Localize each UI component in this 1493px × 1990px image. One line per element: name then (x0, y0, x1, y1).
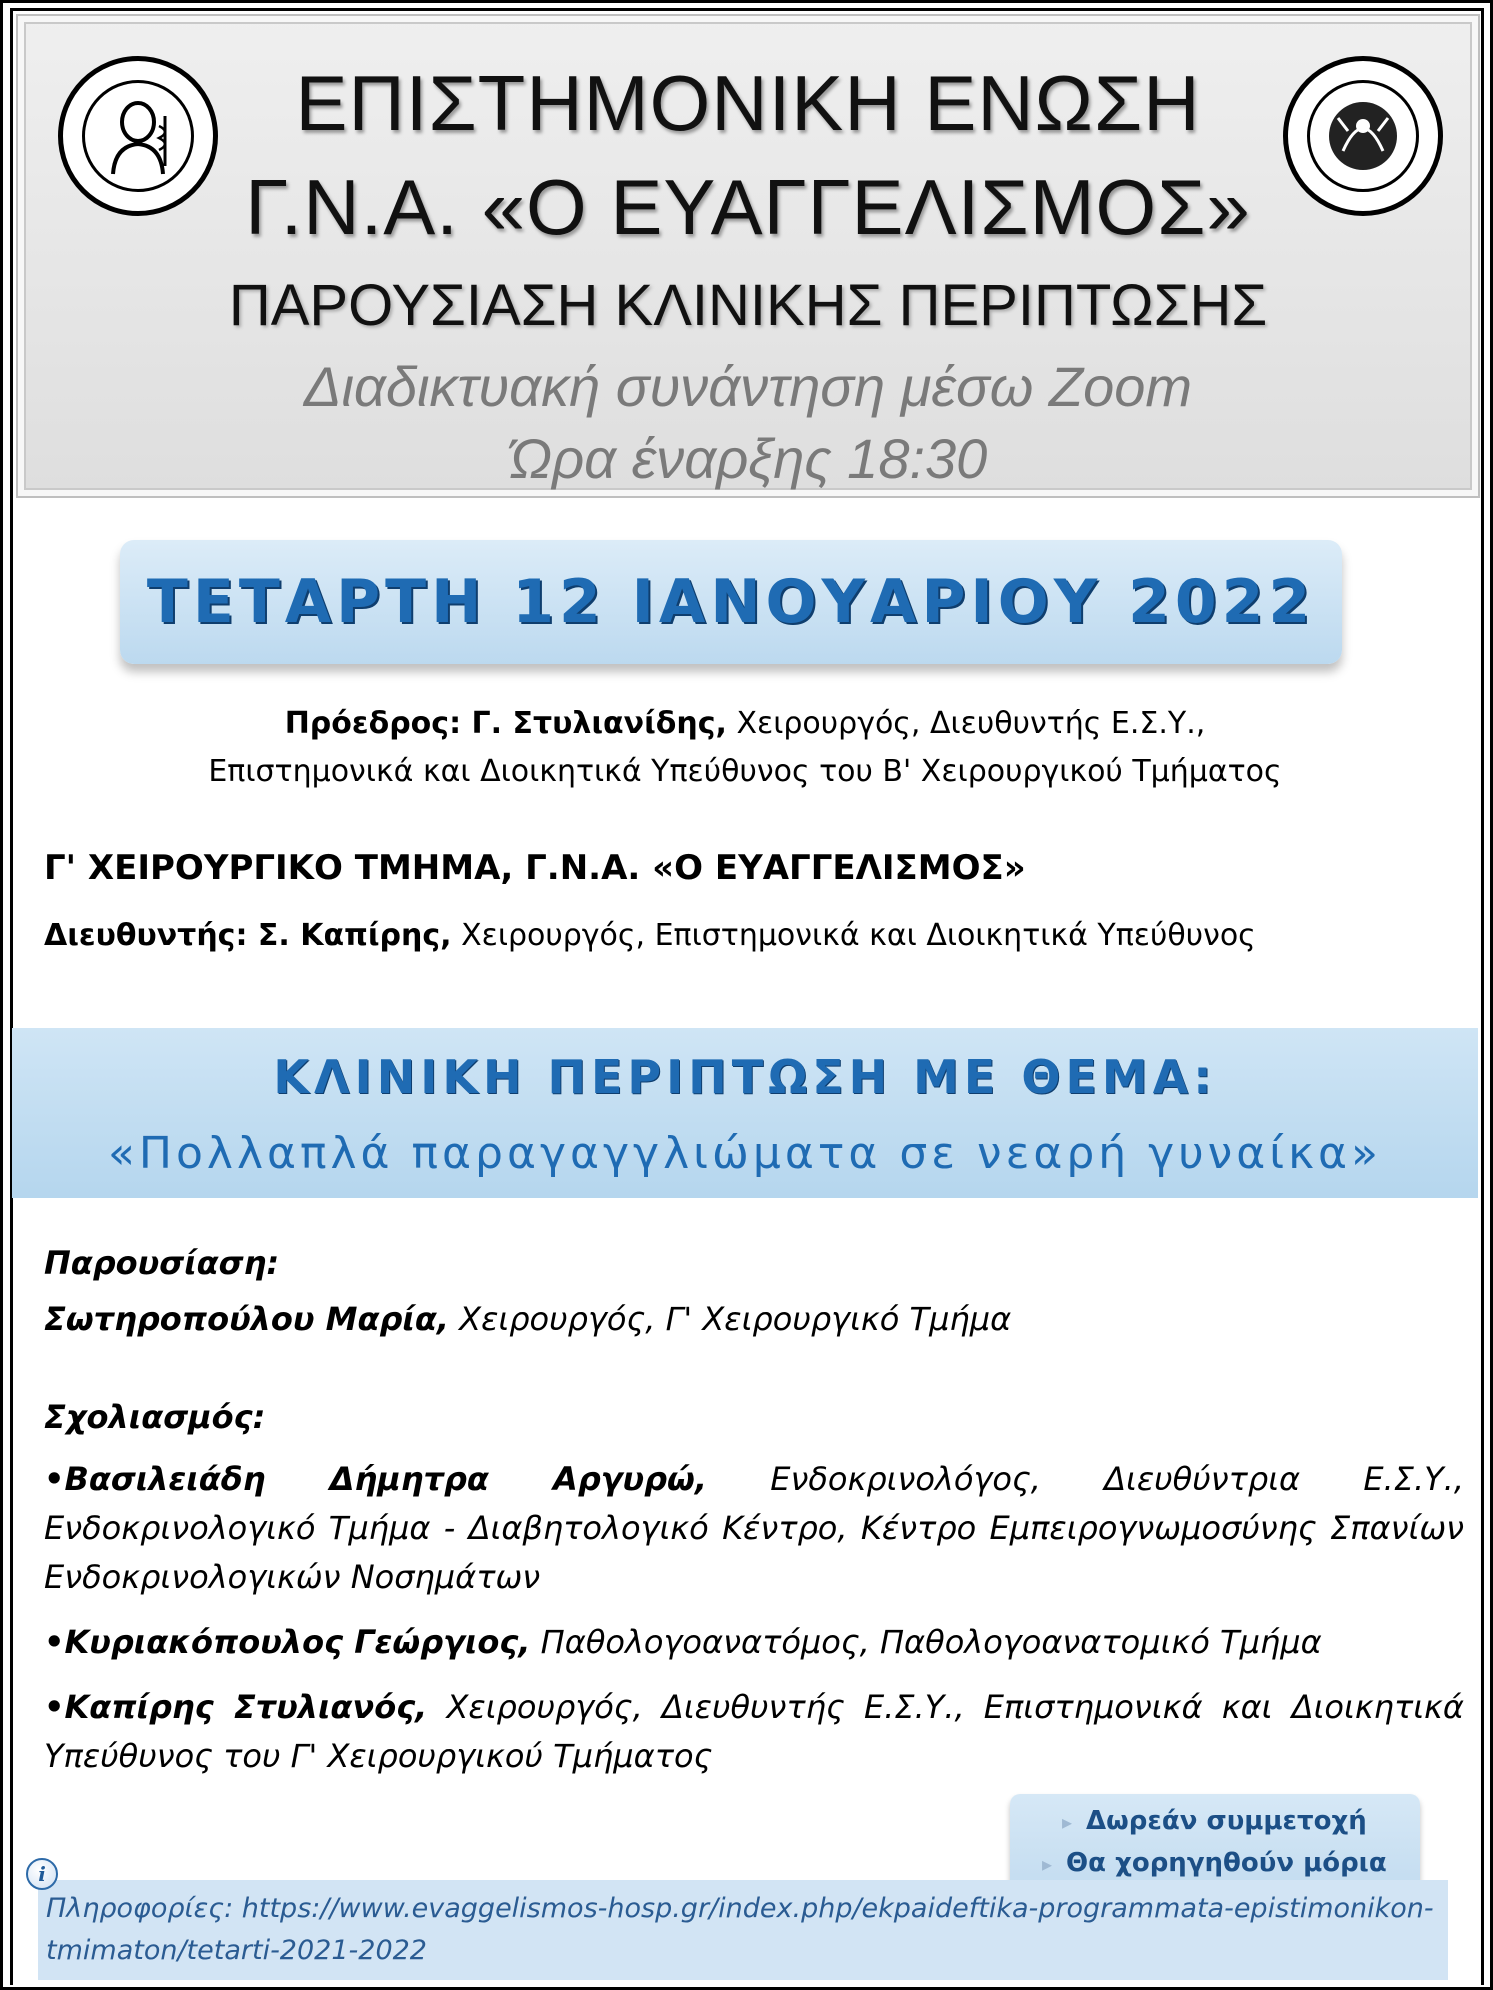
chair-desc-1: Χειρουργός, Διευθυντής Ε.Σ.Υ., (726, 706, 1206, 741)
info-icon: i (26, 1858, 58, 1890)
director-label: Διευθυντής: Σ. Καπίρης, (44, 918, 452, 953)
chevron-right-icon: ▸ (1042, 1852, 1053, 1876)
event-date: ΤΕΤΑΡΤΗ 12 ΙΑΝΟΥΑΡΙΟΥ 2022 (146, 567, 1316, 637)
chevron-right-icon: ▸ (1062, 1810, 1073, 1834)
presentation-label: Παρουσίαση: (44, 1244, 280, 1282)
commentator-desc: Παθολογοανατόμος, Παθολογοανατομικό Τμήμα (530, 1623, 1322, 1661)
seal-inner-ring (82, 80, 194, 192)
list-item (44, 1683, 1464, 1781)
topic-heading: ΚΛΙΝΙΚΗ ΠΕΡΙΠΤΩΣΗ ΜΕ ΘΕΜΑ: (273, 1050, 1217, 1104)
benefit-credits (1042, 1848, 1387, 1878)
meeting-mode: Διαδικτυακή συνάντηση μέσω Zoom (303, 355, 1193, 418)
commentator-desc: Ενδοκρινολόγος, Διευθύντρια Ε.Σ.Υ., Ενδοκρινολογικό Τμήμα - Διαβητολογικό Κέντρο, Κέντρο Εμπειρογνωμοσύνης Σπανίων Ενδοκρινολογικών Νοσημάτων (44, 1460, 1465, 1596)
topic-subject: «Πολλαπλά παραγαγγλιώματα σε νεαρή γυναίκα» (108, 1128, 1382, 1179)
commentator-desc: Χειρουργός, Διευθυντής Ε.Σ.Υ., Επιστημονικά και Διοικητικά Υπεύθυνος του Γ' Χειρουργικού Τμήματος (44, 1688, 1465, 1775)
topic-band (12, 1028, 1478, 1198)
presenter (44, 1300, 1011, 1338)
header-panel (16, 14, 1480, 498)
scientific-union-seal-logo (58, 56, 218, 216)
header-title-line1: ΕΠΙΣΤΗΜΟΝΙΚΗ ΕΝΩΣΗ (295, 59, 1201, 147)
start-time: Ώρα έναρξης 18:30 (508, 427, 988, 490)
benefits-callout (1010, 1794, 1420, 1892)
benefit-credits-label: Θα χορηγηθούν μόρια (1066, 1848, 1387, 1878)
chair-label: Πρόεδρος: Γ. Στυλιανίδης, (284, 706, 727, 741)
chair-info (60, 700, 1430, 796)
header-subtitle: ΠΑΡΟΥΣΙΑΣΗ ΚΛΙΝΙΚΗΣ ΠΕΡΙΠΤΩΣΗΣ (228, 273, 1268, 338)
bust-icon (103, 96, 173, 176)
seal-inner-ring (1307, 80, 1419, 192)
info-link[interactable]: Πληροφορίες: https://www.evaggelismos-hosp.gr/index.php/ekpaideftika-programmata-epistimonikon-tmimaton/tetarti-2021-2022 (46, 1893, 1434, 1966)
list-item (44, 1618, 1464, 1667)
commentary-label: Σχολιασμός: (44, 1398, 266, 1436)
chair-desc-2: Επιστημονικά και Διοικητικά Υπεύθυνος του Β' Χειρουργικού Τμήματος (208, 754, 1282, 789)
angel-icon (1323, 96, 1403, 176)
director-desc: Χειρουργός, Επιστημονικά και Διοικητικά Υπεύθυνος (451, 918, 1256, 953)
date-banner (120, 540, 1342, 664)
benefit-free (1062, 1806, 1367, 1836)
presenter-name: Σωτηροπούλου Μαρία, (44, 1300, 449, 1338)
department-director (44, 912, 1464, 960)
info-band (38, 1880, 1448, 1980)
commentator-name: •Κυριακόπουλος Γεώργιος, (44, 1623, 531, 1661)
department-title: Γ' ΧΕΙΡΟΥΡΓΙΚΟ ΤΜΗΜΑ, Γ.Ν.Α. «Ο ΕΥΑΓΓΕΛΙΣΜΟΣ» (44, 848, 1026, 888)
header-title-line2: Γ.Ν.Α. «Ο ΕΥΑΓΓΕΛΙΣΜΟΣ» (245, 163, 1251, 251)
commentary-list (44, 1455, 1464, 1797)
presenter-desc: Χειρουργός, Γ' Χειρουργικό Τμήμα (449, 1300, 1012, 1338)
commentator-name: •Βασιλειάδη Δήμητρα Αργυρώ, (44, 1460, 708, 1498)
evangelismos-hospital-seal-logo (1283, 56, 1443, 216)
benefit-free-label: Δωρεάν συμμετοχή (1086, 1806, 1367, 1836)
list-item (44, 1455, 1464, 1602)
commentator-name: •Καπίρης Στυλιανός, (44, 1688, 428, 1726)
